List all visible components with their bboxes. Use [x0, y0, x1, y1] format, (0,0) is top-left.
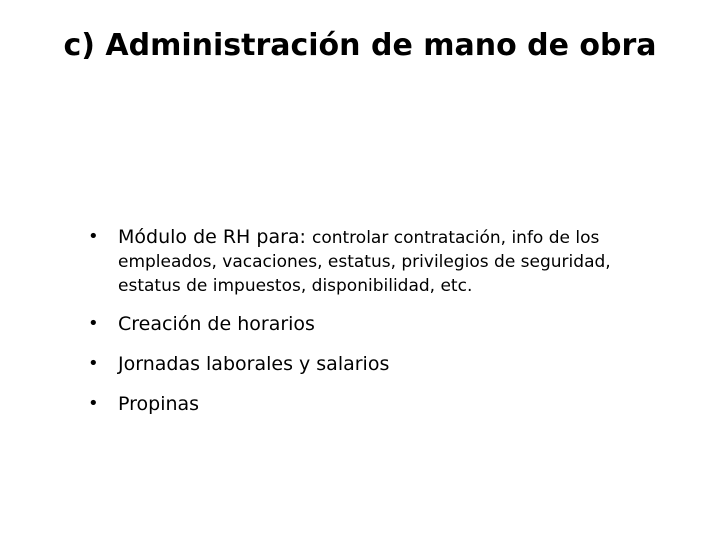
bullet-label: Creación de horarios: [118, 313, 315, 335]
bullet-text: [118, 352, 648, 376]
bullet-label: Jornadas laborales y salarios: [118, 353, 390, 375]
bullet-icon: •: [88, 226, 99, 247]
bullet-text: [118, 392, 648, 416]
bullet-detail-line: controlar contratación, info de los: [311, 228, 600, 248]
bullet-lead-text: Módulo de RH para:: [118, 226, 312, 248]
bullet-text: [118, 312, 648, 336]
bullet-icon: •: [88, 353, 99, 374]
bullet-label: Propinas: [118, 393, 200, 415]
bullet-icon: •: [88, 393, 99, 414]
bullet-detail-line: estatus de impuestos, disponibilidad, etc.: [118, 276, 473, 296]
bullet-icon: •: [88, 313, 99, 334]
bullet-detail-line: empleados, vacaciones, estatus, privilegios de seguridad,: [118, 252, 611, 272]
slide-title: c) Administración de mano de obra: [63, 28, 657, 63]
bullet-text: [118, 225, 648, 298]
